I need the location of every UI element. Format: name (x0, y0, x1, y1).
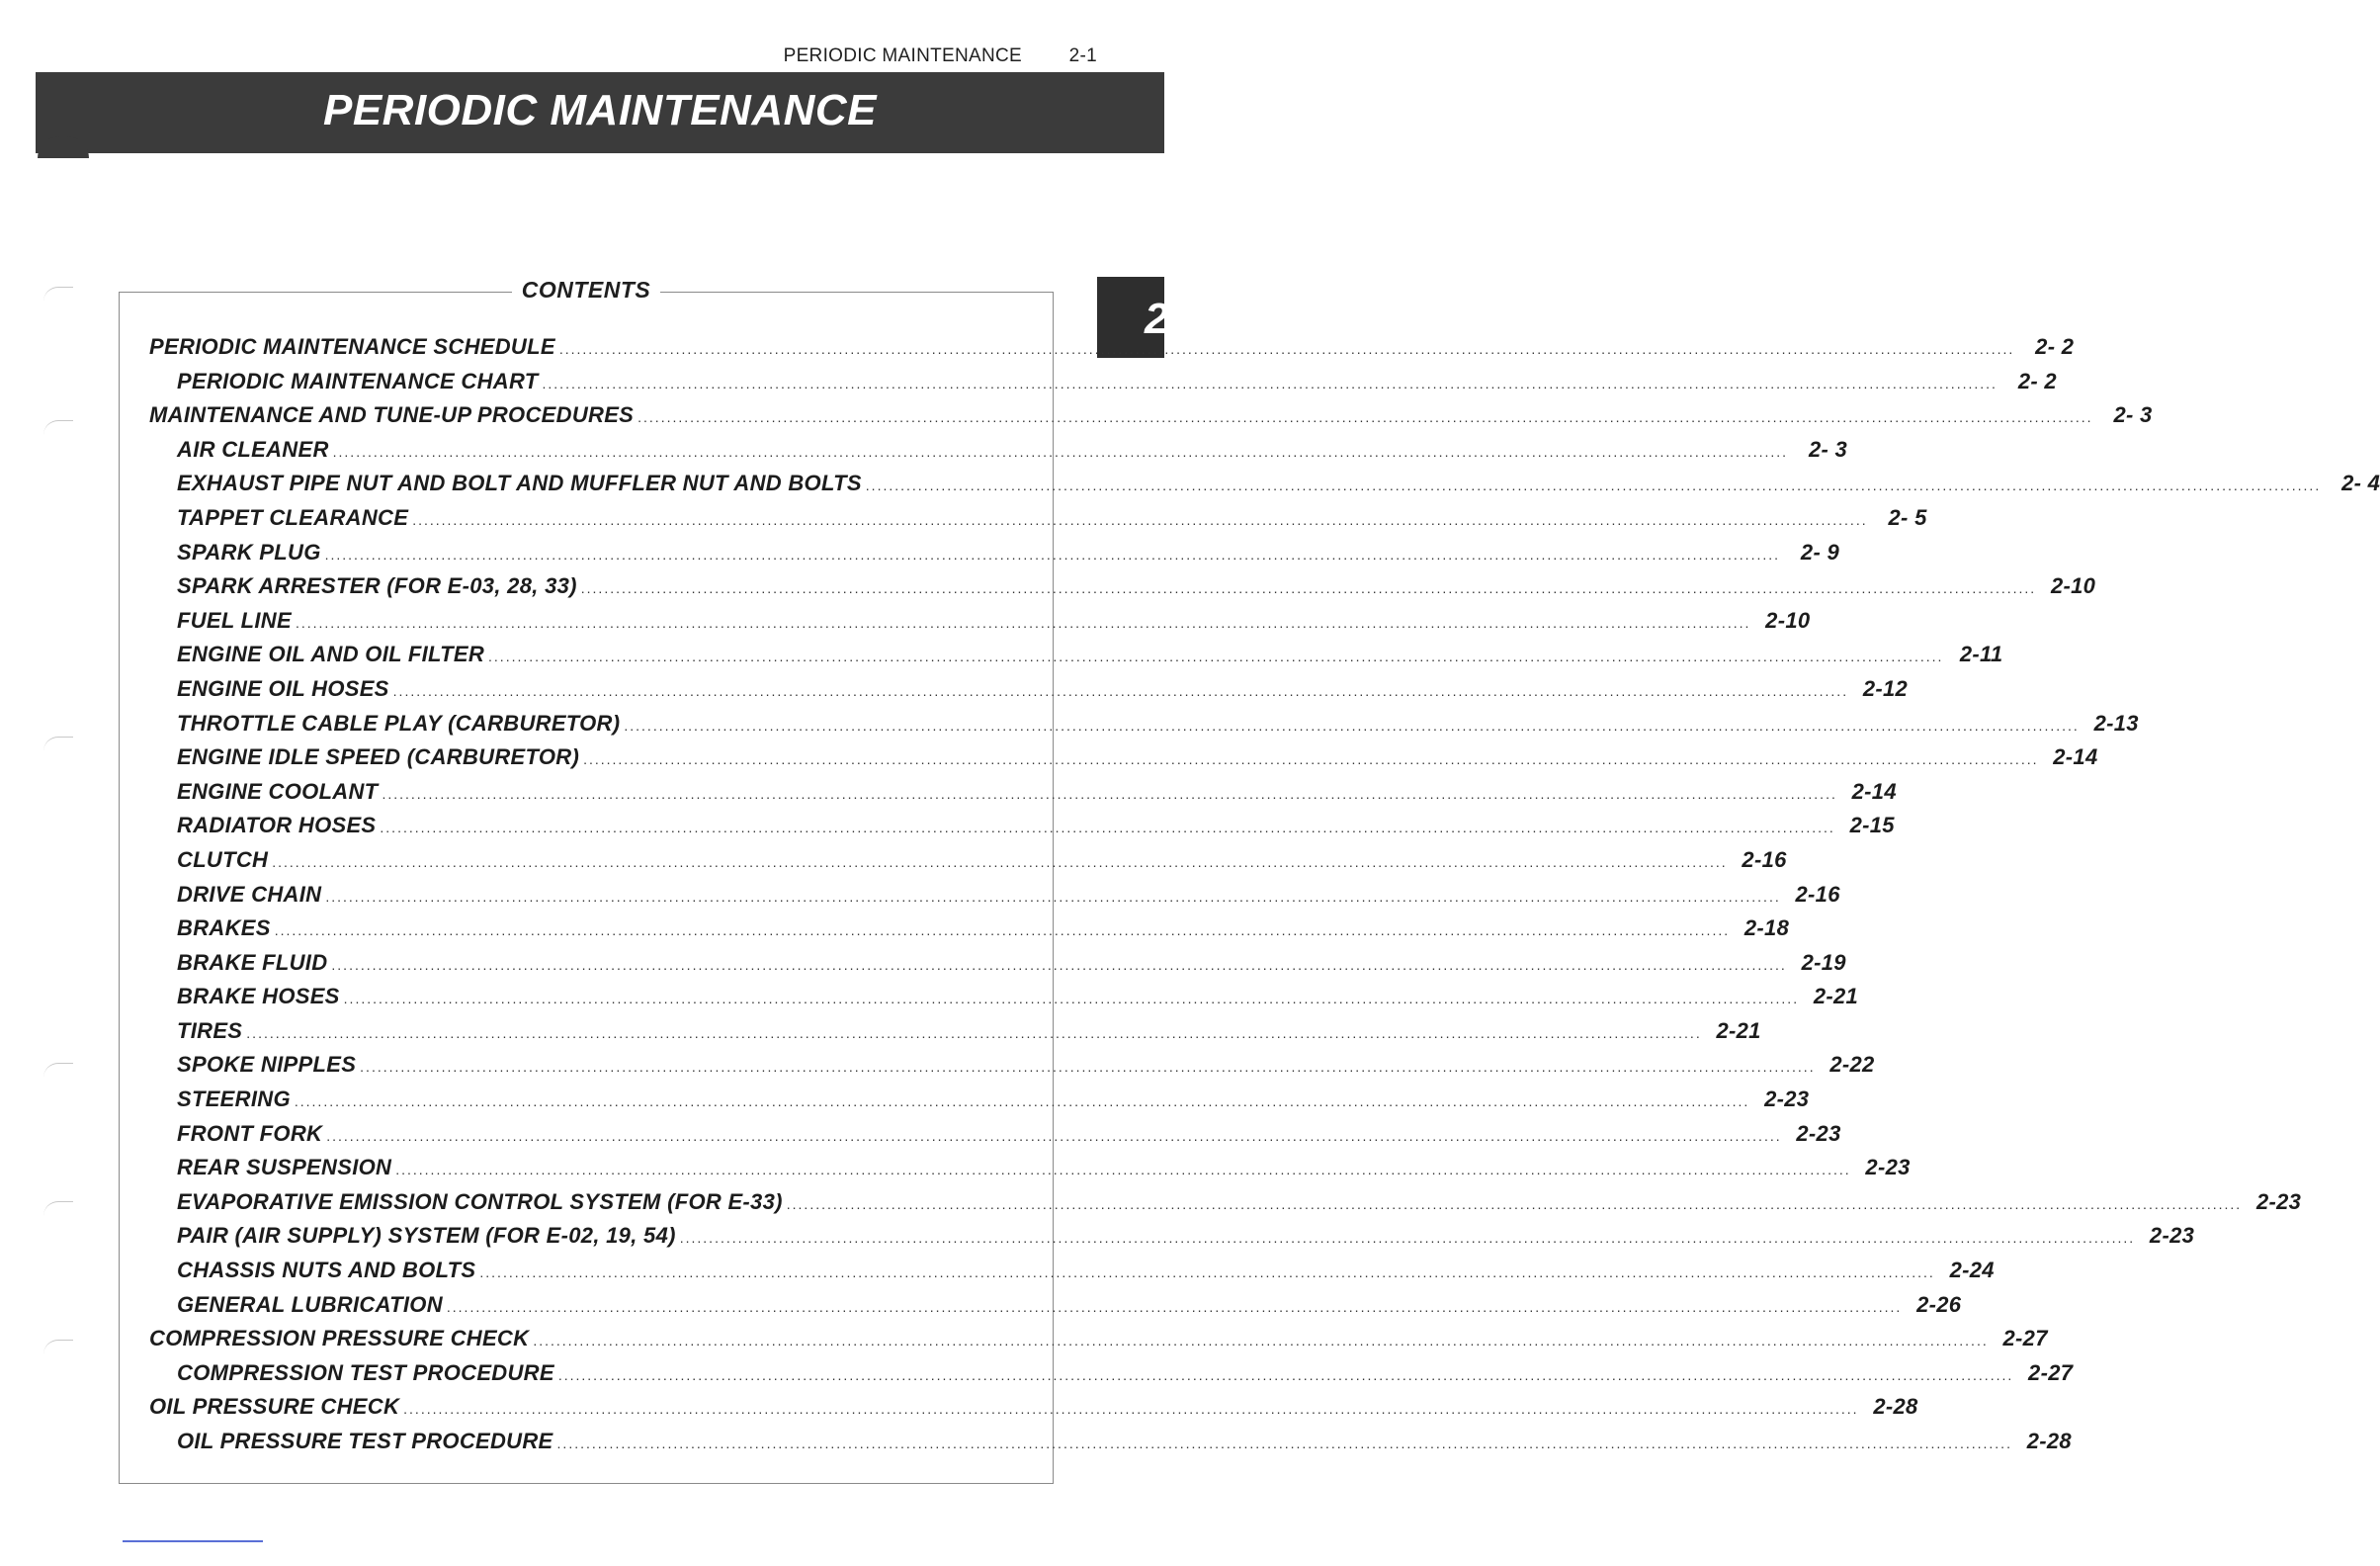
toc-entry-title: COMPRESSION PRESSURE CHECK (149, 1326, 530, 1351)
toc-dot-leader (393, 683, 1848, 699)
toc-dot-leader (866, 478, 2321, 493)
toc-entry-page: 2-24 (1949, 1258, 1995, 1283)
margin-scan-mark (43, 287, 73, 302)
table-of-contents (149, 334, 2380, 1463)
toc-entry-title: PERIODIC MAINTENANCE SCHEDULE (149, 334, 555, 359)
toc-dot-leader (543, 376, 1998, 392)
toc-entry-page: 2-28 (2026, 1429, 2072, 1453)
toc-entry-page: 2-19 (1801, 949, 1846, 975)
toc-entry-page: 2-18 (1743, 915, 1790, 941)
toc-entry-page: 2- 9 (1800, 539, 1840, 565)
toc-dot-leader (403, 1401, 1858, 1417)
toc-entry-title: REAR SUSPENSION (177, 1155, 392, 1180)
toc-dot-leader (272, 854, 1727, 870)
toc-entry-page: 2-14 (2053, 744, 2098, 770)
toc-entry-page: 2-23 (1865, 1155, 1911, 1180)
toc-dot-leader (296, 615, 1750, 631)
toc-dot-leader (360, 1059, 1815, 1075)
contents-heading (120, 277, 1053, 304)
margin-scan-mark (43, 1201, 73, 1216)
toc-entry[interactable] (149, 1120, 1841, 1156)
toc-entry[interactable] (149, 813, 1895, 847)
toc-entry[interactable] (149, 573, 2096, 608)
toc-entry-page: 2-23 (2255, 1188, 2302, 1214)
toc-dot-leader (447, 1299, 1902, 1315)
toc-entry-page: 2-10 (1765, 607, 1811, 633)
toc-entry-page: 2-23 (1764, 1087, 1810, 1112)
toc-entry[interactable] (149, 368, 2057, 403)
toc-entry-page: 2-27 (2028, 1359, 2074, 1385)
margin-scan-mark (43, 737, 73, 751)
contents-heading-text: CONTENTS (512, 277, 661, 303)
toc-entry-title: BRAKE FLUID (177, 949, 328, 975)
toc-entry-page: 2-13 (2093, 710, 2139, 736)
toc-entry[interactable] (149, 642, 2003, 676)
toc-dot-leader (380, 820, 1834, 835)
toc-entry-title: AIR CLEANER (177, 436, 329, 462)
toc-entry-title: TAPPET CLEARANCE (177, 504, 409, 530)
toc-entry-title: EXHAUST PIPE NUT AND BOLT AND MUFFLER NUT AND BOLTS (177, 471, 862, 496)
toc-entry[interactable] (149, 1326, 2048, 1360)
toc-entry-title: SPARK ARRESTER (FOR E-03, 28, 33) (177, 573, 577, 599)
toc-entry[interactable] (149, 915, 1790, 950)
margin-scan-mark (43, 1340, 73, 1354)
toc-entry[interactable] (149, 1017, 1761, 1053)
toc-entry-page: 2-14 (1851, 778, 1897, 804)
toc-dot-leader (533, 1333, 1988, 1348)
toc-entry[interactable] (149, 607, 1811, 643)
toc-dot-leader (333, 444, 1788, 460)
toc-entry[interactable] (149, 949, 1846, 985)
toc-entry[interactable] (149, 539, 1840, 574)
footer-rule (123, 1540, 263, 1542)
toc-entry[interactable] (149, 471, 2380, 505)
toc-dot-leader (382, 786, 1836, 802)
toc-dot-leader (479, 1264, 1934, 1280)
toc-entry-title: SPOKE NIPPLES (177, 1052, 357, 1078)
margin-scan-mark (43, 1063, 73, 1078)
toc-entry[interactable] (149, 984, 1859, 1018)
toc-entry[interactable] (149, 436, 1848, 472)
toc-dot-leader (275, 922, 1730, 938)
toc-entry[interactable] (149, 1223, 2195, 1258)
contents-box (119, 277, 2380, 1484)
toc-entry-title: PAIR (AIR SUPPLY) SYSTEM (FOR E-02, 19, 54) (177, 1223, 676, 1249)
toc-entry[interactable] (149, 1429, 2072, 1463)
toc-entry[interactable] (149, 1394, 1918, 1429)
toc-entry-title: THROTTLE CABLE PLAY (CARBURETOR) (177, 710, 621, 736)
toc-dot-leader (246, 1025, 1701, 1041)
toc-entry-title: ENGINE COOLANT (177, 778, 379, 804)
toc-entry-page: 2- 3 (2113, 402, 2153, 428)
toc-entry-title: DRIVE CHAIN (177, 881, 322, 907)
running-header (0, 45, 1097, 67)
toc-entry-title: FUEL LINE (177, 607, 292, 633)
toc-entry-title: CLUTCH (177, 846, 269, 872)
toc-entry-title: OIL PRESSURE CHECK (149, 1394, 400, 1420)
toc-dot-leader (325, 547, 1780, 563)
toc-entry-page: 2-16 (1795, 881, 1840, 907)
toc-entry[interactable] (149, 1052, 1875, 1087)
toc-dot-leader (412, 512, 1867, 528)
toc-entry[interactable] (149, 1188, 2302, 1224)
toc-entry-title: ENGINE IDLE SPEED (CARBURETOR) (177, 744, 580, 770)
toc-entry[interactable] (149, 846, 1787, 882)
toc-entry[interactable] (149, 402, 2153, 437)
toc-dot-leader (488, 649, 1943, 664)
toc-dot-leader (680, 1230, 2135, 1246)
toc-entry-page: 2- 3 (1808, 436, 1848, 462)
toc-dot-leader (787, 1196, 2242, 1212)
toc-entry-title: PERIODIC MAINTENANCE CHART (177, 368, 539, 393)
toc-entry-page: 2-26 (1916, 1291, 1962, 1317)
running-header-page-number: 2-1 (1068, 45, 1097, 66)
toc-entry[interactable] (149, 1087, 1810, 1121)
toc-entry-page: 2-21 (1716, 1017, 1761, 1043)
toc-entry-page: 2-22 (1829, 1052, 1875, 1078)
toc-entry-page: 2-10 (2050, 573, 2096, 599)
toc-entry[interactable] (149, 675, 1909, 711)
toc-entry[interactable] (149, 1359, 2074, 1395)
toc-entry[interactable] (149, 1155, 1911, 1189)
toc-entry-title: BRAKE HOSES (177, 984, 340, 1009)
toc-entry-title: ENGINE OIL HOSES (177, 675, 389, 701)
toc-entry[interactable] (149, 710, 2139, 745)
toc-entry-page: 2-28 (1873, 1394, 1918, 1420)
toc-dot-leader (638, 409, 2092, 425)
toc-entry-title: SPARK PLUG (177, 539, 321, 565)
toc-entry-page: 2- 2 (2035, 334, 2075, 359)
toc-entry-page: 2-11 (1959, 642, 2003, 667)
toc-dot-leader (581, 580, 2036, 596)
toc-entry-title: RADIATOR HOSES (177, 813, 377, 838)
toc-dot-leader (325, 889, 1780, 905)
toc-entry-page: 2-23 (2149, 1223, 2195, 1249)
toc-entry-title: GENERAL LUBRICATION (177, 1291, 443, 1317)
toc-dot-leader (624, 718, 2079, 734)
toc-entry-page: 2- 5 (1888, 504, 1927, 530)
running-header-title: PERIODIC MAINTENANCE (783, 45, 1023, 66)
margin-scan-mark (43, 420, 73, 435)
toc-dot-leader (583, 751, 2038, 767)
chapter-tab-number: 2 (1145, 295, 1169, 343)
toc-dot-leader (326, 1128, 1781, 1144)
toc-entry-title: BRAKES (177, 915, 271, 941)
toc-entry[interactable] (149, 744, 2098, 779)
toc-entry[interactable] (149, 778, 1897, 814)
toc-entry-title: TIRES (177, 1017, 243, 1043)
toc-entry[interactable] (149, 1258, 1995, 1292)
toc-entry-page: 2- 4 (2341, 471, 2380, 496)
toc-entry-title: MAINTENANCE AND TUNE-UP PROCEDURES (149, 402, 635, 428)
toc-dot-leader (395, 1162, 1850, 1177)
toc-entry-page: 2-27 (2002, 1326, 2048, 1351)
toc-entry[interactable] (149, 881, 1840, 916)
toc-entry-title: CHASSIS NUTS AND BOLTS (177, 1258, 476, 1283)
toc-dot-leader (559, 341, 2014, 357)
toc-entry[interactable] (149, 334, 2075, 369)
toc-entry-title: STEERING (177, 1087, 291, 1112)
toc-entry-title: ENGINE OIL AND OIL FILTER (177, 642, 485, 667)
toc-entry-title: FRONT FORK (177, 1120, 323, 1146)
toc-entry-page: 2-21 (1813, 984, 1859, 1009)
chapter-title: PERIODIC MAINTENANCE (322, 86, 878, 134)
toc-entry[interactable] (149, 504, 1927, 540)
toc-dot-leader (344, 991, 1799, 1006)
toc-entry-title: OIL PRESSURE TEST PROCEDURE (177, 1429, 553, 1453)
toc-entry-page: 2- 2 (2017, 368, 2057, 393)
toc-entry-page: 2-15 (1849, 813, 1895, 838)
toc-entry[interactable] (149, 1291, 1962, 1327)
toc-dot-leader (558, 1367, 2013, 1383)
toc-dot-leader (331, 957, 1786, 973)
toc-entry-page: 2-23 (1796, 1120, 1841, 1146)
toc-entry-title: EVAPORATIVE EMISSION CONTROL SYSTEM (FOR E-33) (177, 1188, 783, 1214)
toc-dot-leader (295, 1093, 1749, 1109)
chapter-title-bar (36, 72, 1164, 153)
toc-entry-page: 2-16 (1742, 846, 1787, 872)
toc-entry-page: 2-12 (1862, 675, 1909, 701)
toc-dot-leader (557, 1436, 2012, 1451)
toc-entry-title: COMPRESSION TEST PROCEDURE (177, 1359, 554, 1385)
